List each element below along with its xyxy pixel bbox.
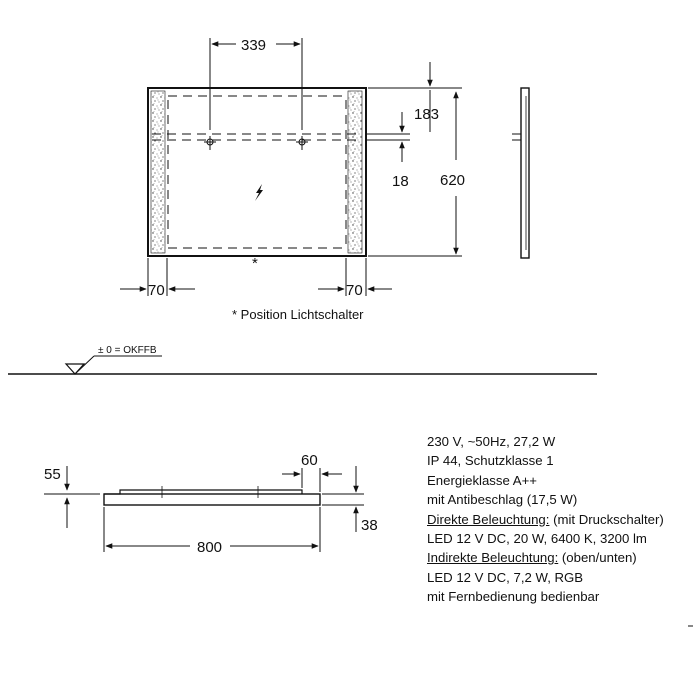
floor-reference-label: ± 0 = OKFFB [98,345,157,356]
spec-line: Energieklasse A++ [427,472,537,488]
side-panel [521,88,529,258]
spec-line: mit Fernbedienung bedienbar [427,589,600,605]
dim-total-depth-label: 38 [361,517,378,534]
dim-width-label: 800 [197,539,223,556]
dim-switch-spacing-label: 339 [241,37,267,54]
right-light-strip [348,91,362,253]
hidden-lines [152,96,362,248]
dim-vertical-right [366,62,462,256]
dim-step-height-label: 55 [44,466,61,483]
left-light-strip [151,91,165,253]
spec-list [427,432,697,607]
spec-line: mit Antibeschlag (17,5 W) [427,492,578,508]
switch-position-footnote: * Position Lichtschalter [232,307,364,322]
spec-line: Indirekte Beleuchtung: (oben/unten) [427,550,637,566]
spec-line: LED 12 V DC, 7,2 W, RGB [427,569,584,585]
dim-step-width-label: 60 [301,452,318,469]
spec-line: Direkte Beleuchtung: (mit Druckschalter) [427,511,664,527]
mirror-outline [148,88,366,256]
spec-line: LED 12 V DC, 20 W, 6400 K, 3200 lm [427,531,647,547]
dim-switch-height-label: 18 [392,173,409,190]
side-view [512,88,529,258]
spec-heading: Indirekte Beleuchtung: [427,550,559,566]
front-view [120,37,465,299]
switch-marker: * [252,255,258,272]
switch-right [296,136,308,150]
dim-height-label: 620 [440,172,466,189]
level-marker-icon [66,364,84,374]
switch-left [204,136,216,150]
lightning-icon [255,184,263,201]
dim-top-to-switch-label: 183 [414,106,440,123]
spec-heading: Direkte Beleuchtung: [427,511,550,527]
section-body [104,494,320,505]
spec-line: 230 V, ~50Hz, 27,2 W [427,434,556,449]
dim-right-strip-label: 70 [346,282,363,299]
spec-line: IP 44, Schutzklasse 1 [427,453,554,469]
floor-reference [8,345,597,374]
dim-left-strip-label: 70 [148,282,165,299]
